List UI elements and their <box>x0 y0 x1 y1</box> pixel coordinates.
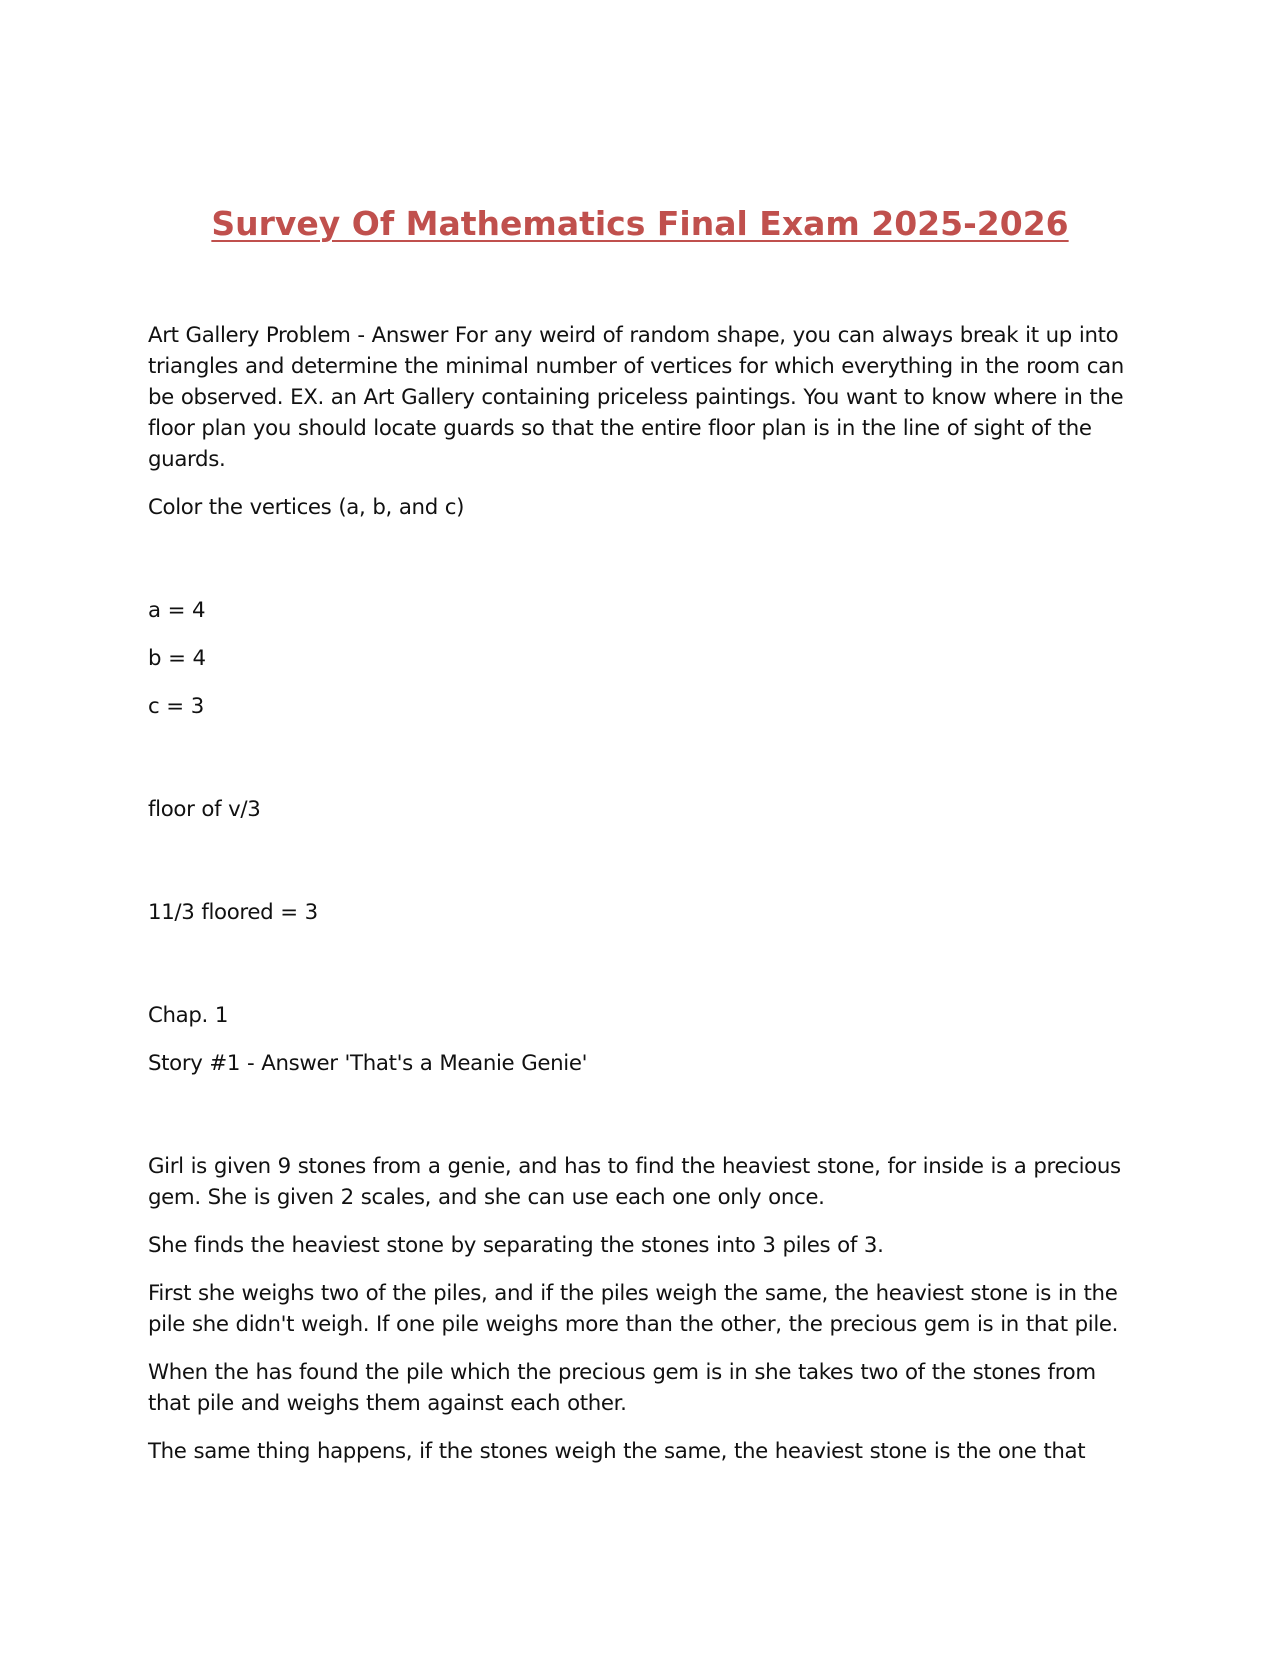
document-body <box>148 320 1138 1467</box>
paragraph-color-vertices: Color the vertices (a, b, and c) <box>148 495 465 520</box>
paragraph-piles: She finds the heaviest stone by separating the stones into 3 piles of 3. <box>148 1233 884 1258</box>
paragraph-floor-formula: floor of v/3 <box>148 797 261 822</box>
document-title: Survey Of Mathematics Final Exam 2025-2026 <box>211 204 1069 243</box>
paragraph-conclusion: The same thing happens, if the stones weigh the same, the heaviest stone is the one that <box>148 1439 1086 1464</box>
paragraph-story-setup: Girl is given 9 stones from a genie, and has to find the heaviest stone, for inside is a precious gem. She is given 2 scales, and she can use each one only once. <box>148 1154 1121 1210</box>
paragraph-a-value: a = 4 <box>148 598 206 623</box>
paragraph-art-gallery-problem: Art Gallery Problem - Answer For any weird of random shape, you can always break it up into triangles and determine the minimal number of vertices for which everything in the room can be observed. EX. an Art Gallery containing priceless paintings. You want to know where in the floor plan you should locate guards so that the entire floor plan is in the line of sight of the guards. <box>148 323 1124 472</box>
paragraph-story-heading: Story #1 - Answer 'That's a Meanie Genie' <box>148 1051 588 1076</box>
paragraph-floored-result: 11/3 floored = 3 <box>148 900 318 925</box>
paragraph-first-weighing: First she weighs two of the piles, and if the piles weigh the same, the heaviest stone is in the pile she didn't weigh. If one pile weighs more than the other, the precious gem is in that pile. <box>148 1281 1119 1337</box>
paragraph-chapter-heading: Chap. 1 <box>148 1003 229 1028</box>
paragraph-c-value: c = 3 <box>148 694 204 719</box>
paragraph-b-value: b = 4 <box>148 646 206 671</box>
paragraph-second-weighing: When the has found the pile which the precious gem is in she takes two of the stones from that pile and weighs them against each other. <box>148 1360 1096 1416</box>
